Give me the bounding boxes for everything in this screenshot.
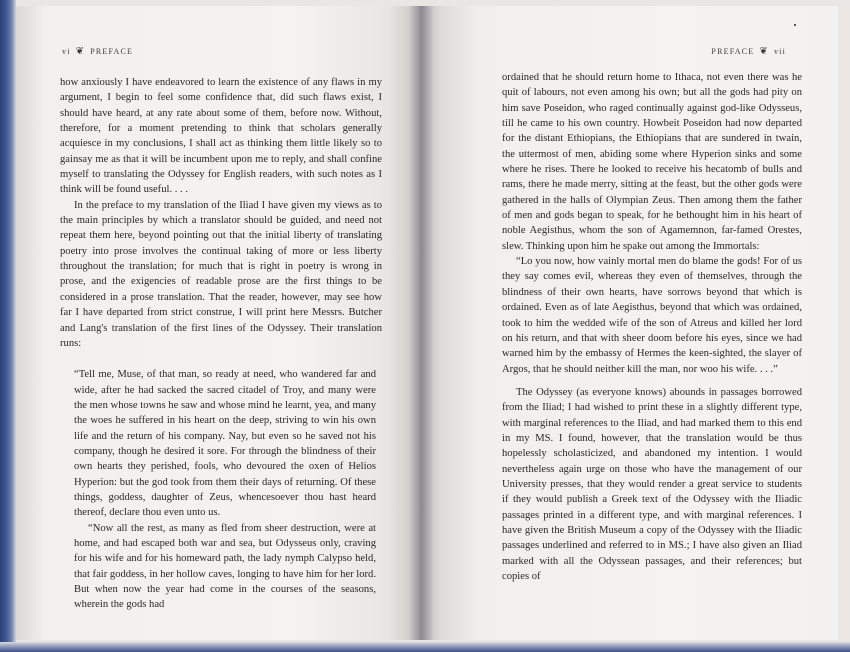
quote-paragraph: “Tell me, Muse, of that man, so ready at need, who wandered far and wide, after he had sacked the sacred citadel of Troy, and many were the men whose towns he saw and whose mind he learnt, yea, and many the woes he suffered in his heart on the deep, striving to win his own life and the return of his company. Nay, but even so he saved not his company, though he desired it sore. For through the blindness of their own hearts they perished, fools, who devoured the oxen of Helios Hyperion: but the god took from them their days of returning. Of these things, goddess, daughter of Zeus, whencesoever thou hast heard thereof, declare thou even unto us.: [74, 369, 376, 519]
running-head-left: [62, 46, 133, 57]
left-page-body: [60, 75, 382, 613]
right-page-body: [502, 70, 802, 584]
paragraph: In the preface to my translation of the Iliad I have given my views as to the main principles by which a translator should be guided, and need not repeat them here, beyond pointing out that the initial liberty of translating poetry into prose involves the continual taking of more or less liberty throughout the translation; for much that is right in poetry is wrong in prose, and the exigencies of readable prose are the first things to be considered in a prose translation. That the reader, however, may see how far I have departed from strict construe, I will print here Messrs. Butcher and Lang's translation of the first lines of the Odyssey. Their translation runs:: [60, 199, 382, 349]
scan-background-edge: [0, 0, 16, 652]
running-head-right: [711, 46, 786, 57]
paragraph: ordained that he should return home to Ithaca, not even there was he quit of labours, not even among his own; but all the gods had pity on him save Poseidon, who raged continually against god-like Odysseus, till he came to his own country. Howbeit Poseidon had now departed for the distant Ethiopians, the Ethiopians that are sundered in twain, the uttermost of men, abiding some where Hyperion sinks and some where he rises. There he looked to receive his hecatomb of bulls and rams, there he made merry, sitting at the feast, but the other gods were gathered in the halls of Olympian Zeus. Then among them the father of men and gods began to speak, for he bethought him in his heart of noble Aegisthus, whom the son of Agamemnon, far-famed Orestes, slew. Thinking upon him he spake out among the Immortals:: [502, 72, 802, 252]
block-quote: [74, 367, 376, 613]
page-number: vi: [62, 47, 71, 56]
quote-paragraph: “Now all the rest, as many as fled from sheer destruction, were at home, and had escaped both war and sea, but Odysseus only, craving for his wife and for his homeward path, the lady nymph Calypso held, that fair goddess, in her hollow caves, longing to have him for her lord. But when now the year had come in the courses of the seasons, wherein the gods had: [74, 522, 376, 611]
quote-paragraph: “Lo you now, how vainly mortal men do blame the gods! For of us they say comes evil, whereas they even of themselves, through the blindness of their own hearts, have sorrows beyond that which is ordained. Even as of late Aegisthus, beyond that which was ordained, took to him the wedded wife of the son of Atreus and killed her lord on his return, and that with sheer doom before his eyes, since we had warned him by the embassy of Hermes the keen-sighted, the slayer of Argos, that he should neither kill the man, nor woo his wife. . . .”: [502, 256, 802, 375]
running-head-title: PREFACE: [711, 47, 755, 56]
page-number: vii: [773, 47, 786, 56]
left-page: [16, 6, 420, 640]
paragraph: The Odyssey (as everyone knows) abounds in passages borrowed from the Iliad; I had wished to print these in a slightly different type, with marginal references to the Iliad, and had marked them to this end in my MS. I found, however, that the translation would be thus hopelessly scholasticized, and abandoned my intention. I would nevertheless again urge on those who have the management of our University presses, that they would render a great service to students if they would publish a Greek text of the Odyssey with the Iliadic passages printed in a different type, and with marginal references. I have given the British Museum a copy of the Odyssey with the Iliadic passages underlined and referred to in MS.; I have also given an Iliad marked with all the Odyssean passages, and their references; but copies of: [502, 386, 802, 582]
fleuron-ornament-icon: ❦: [759, 46, 769, 57]
scan-speck: [794, 24, 796, 26]
fleuron-ornament-icon: ❦: [75, 46, 86, 57]
paragraph: how anxiously I have endeavored to learn the existence of any flaws in my argument, I begin to feel some confidence that, did such flaws exist, I should have heard, at any rate about some of them, before now. Without, therefore, for a moment pretending to think that scholars generally acquiesce in my conclusions, I shall act as thinking them little likely so to gainsay me as that it will be incumbent upon me to reply, and shall confine myself to translating the Odyssey for English readers, with such notes as I think will be found useful. . . .: [60, 77, 382, 196]
scan-background-edge: [0, 642, 850, 652]
running-head-title: PREFACE: [90, 47, 134, 56]
right-page: [420, 6, 838, 640]
page-shading: [16, 6, 46, 640]
